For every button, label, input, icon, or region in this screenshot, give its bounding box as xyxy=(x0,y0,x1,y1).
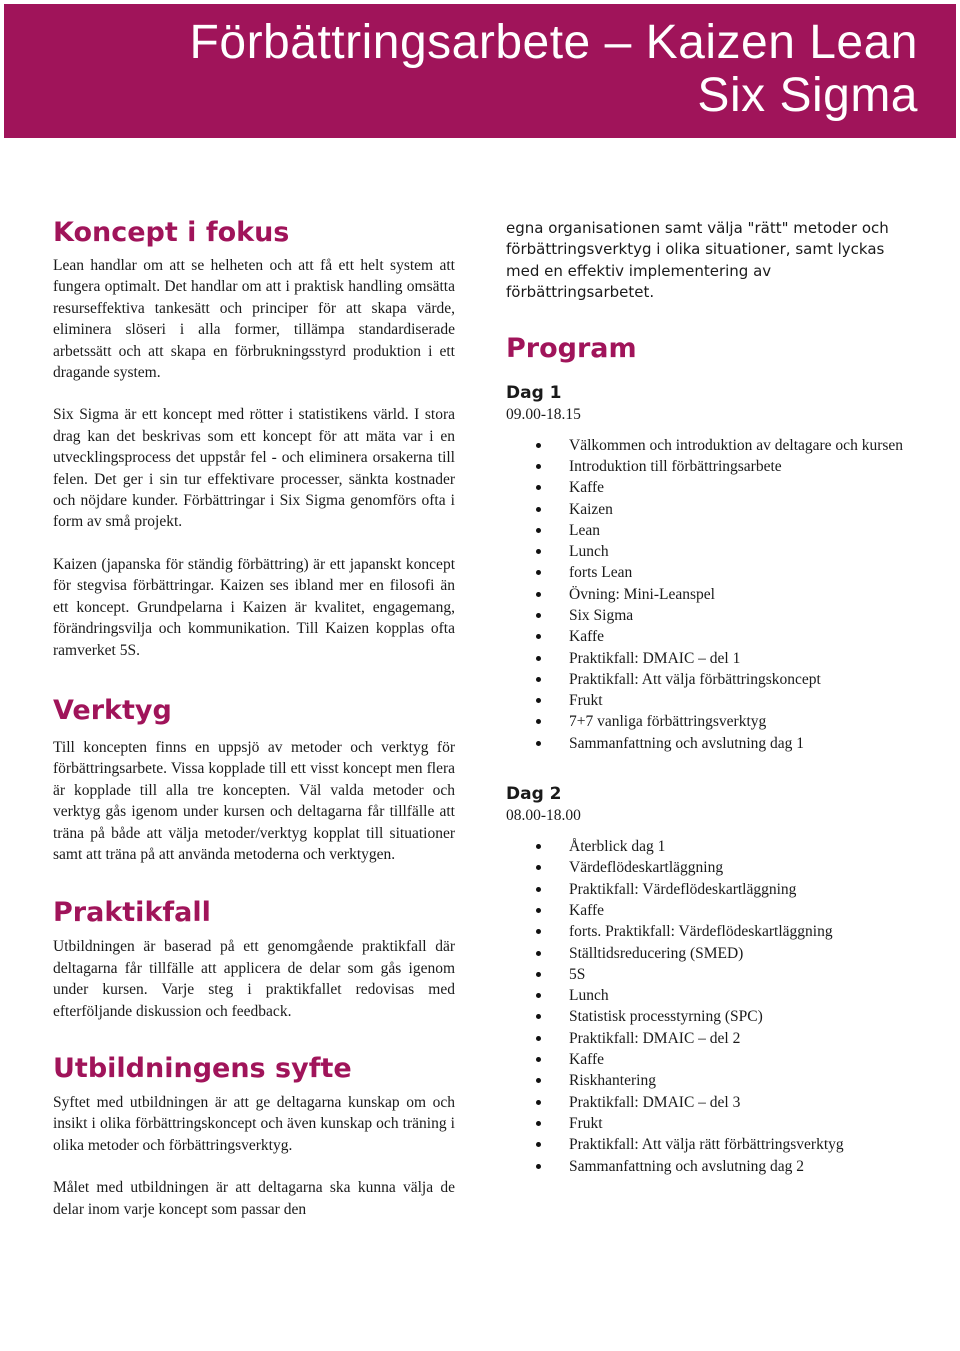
list-item: Frukt xyxy=(569,1113,912,1134)
list-item: Riskhantering xyxy=(569,1070,912,1091)
list-item: Värdeflödeskartläggning xyxy=(569,857,912,878)
list-item: Återblick dag 1 xyxy=(569,836,912,857)
praktikfall-paragraph: Utbildningen är baserad på ett genomgående praktikfall där deltagarna får tillfälle att applicera de delar som gås igenom under kursen. Varje steg i praktikfallet redovisas med efterföljande diskussion och feedback. xyxy=(53,938,455,1020)
day-1-list xyxy=(506,435,912,754)
koncept-kaizen-paragraph: Kaizen (japanska för ständig förbättring) är ett japanskt koncept för stegvisa förbättringar. Kaizen ses ibland mer en filosofi än ett koncept. Grundpelarna i Kaizen är kvalitet, engagemang, förändringsvilja och kommunikation. Till Kaizen kopplas ofta ramverket 5S. xyxy=(53,555,455,659)
list-item: Övning: Mini-Leanspel xyxy=(569,584,912,605)
day-1-time: 09.00-18.15 xyxy=(506,405,581,423)
list-item: Lunch xyxy=(569,985,912,1006)
list-item: Statistisk processtyrning (SPC) xyxy=(569,1006,912,1027)
left-column xyxy=(53,215,455,1220)
list-item: 5S xyxy=(569,964,912,985)
list-item: Praktikfall: Att välja rätt förbättringsverktyg xyxy=(569,1134,912,1155)
day-1-section xyxy=(506,382,912,754)
title-line-1: Förbättringsarbete – Kaizen Lean xyxy=(189,16,918,69)
title-line-2: Six Sigma xyxy=(697,69,918,122)
list-item: 7+7 vanliga förbättringsverktyg xyxy=(569,711,912,732)
list-item: forts. Praktikfall: Värdeflödeskartläggning xyxy=(569,921,912,942)
title-banner xyxy=(4,4,956,138)
list-item: Praktikfall: DMAIC – del 3 xyxy=(569,1092,912,1113)
program-heading: Program xyxy=(506,332,637,364)
koncept-heading: Koncept i fokus xyxy=(53,217,290,248)
mal-paragraph: Målet med utbildningen är att deltagarna ska kunna välja de delar inom varje koncept som passar den xyxy=(53,1179,455,1218)
list-item: Praktikfall: Värdeflödeskartläggning xyxy=(569,879,912,900)
day-1-title: Dag 1 xyxy=(506,382,562,403)
list-item: Praktikfall: DMAIC – del 2 xyxy=(569,1028,912,1049)
right-column xyxy=(506,218,912,1177)
list-item: Sammanfattning och avslutning dag 2 xyxy=(569,1156,912,1177)
list-item: Sammanfattning och avslutning dag 1 xyxy=(569,733,912,754)
day-2-section xyxy=(506,783,912,1177)
list-item: Kaizen xyxy=(569,499,912,520)
list-item: Kaffe xyxy=(569,626,912,647)
koncept-sixsigma-paragraph: Six Sigma är ett koncept med rötter i statistikens värld. I stora drag kan det beskrivas som ett koncept för att mäta var i en utvecklingsprocess det uppstår fel - och eliminera orsakerna till felen. Det ger i sin tur effektivare processer, sänkta kostnader och nöjdare kunder. Förbättringar i Six Sigma genomförs ofta i form av små projekt. xyxy=(53,406,455,531)
intro-continuation: egna organisationen samt välja "rätt" metoder och förbättringsverktyg i olika situationer, samt lyckas med en effektiv implementering av förbättringsarbetet. xyxy=(506,219,889,302)
list-item: Välkommen och introduktion av deltagare och kursen xyxy=(569,435,912,456)
day-2-time: 08.00-18.00 xyxy=(506,807,581,825)
list-item: Frukt xyxy=(569,690,912,711)
list-item: forts Lean xyxy=(569,562,912,583)
verktyg-paragraph: Till koncepten finns en uppsjö av metoder och verktyg för förbättringsarbete. Vissa kopplade till ett visst koncept men flera är kopplade till alla tre koncepten. Väl valda metoder och verktyg gås igenom under kursen och deltagarna får tillfälle att träna på både att välja metoder/verktyg kopplat till situationer samt att träna på att använda metoderna och verktygen. xyxy=(53,738,455,863)
list-item: Ställtidsreducering (SMED) xyxy=(569,943,912,964)
list-item: Kaffe xyxy=(569,900,912,921)
day-2-list xyxy=(506,836,912,1177)
verktyg-heading: Verktyg xyxy=(53,694,172,726)
list-item: Kaffe xyxy=(569,1049,912,1070)
list-item: Kaffe xyxy=(569,477,912,498)
list-item: Six Sigma xyxy=(569,605,912,626)
syfte-paragraph: Syftet med utbildningen är att ge deltagarna kunskap om och insikt i olika förbättringskoncept och även kunskap och träning i olika metoder och förbättringsverktyg. xyxy=(53,1093,455,1154)
page-title xyxy=(190,16,918,122)
day-2-title: Dag 2 xyxy=(506,784,562,805)
syfte-heading: Utbildningens syfte xyxy=(53,1052,352,1084)
list-item: Praktikfall: Att välja förbättringskoncept xyxy=(569,669,912,690)
list-item: Lunch xyxy=(569,541,912,562)
praktikfall-heading: Praktikfall xyxy=(53,897,211,929)
list-item: Lean xyxy=(569,520,912,541)
list-item: Introduktion till förbättringsarbete xyxy=(569,456,912,477)
koncept-lean-paragraph: Lean handlar om att se helheten och att få ett helt system att fungera optimalt. Det handlar om att i praktisk handling omsätta resurseffektiva tankesätt och principer för att skapa värde, eliminera slöseri i alla former, tillämpa standardiserade arbetssätt och att skapa en förbrukningsstyrd produktion i ett dragande system. xyxy=(53,257,455,382)
list-item: Praktikfall: DMAIC – del 1 xyxy=(569,648,912,669)
